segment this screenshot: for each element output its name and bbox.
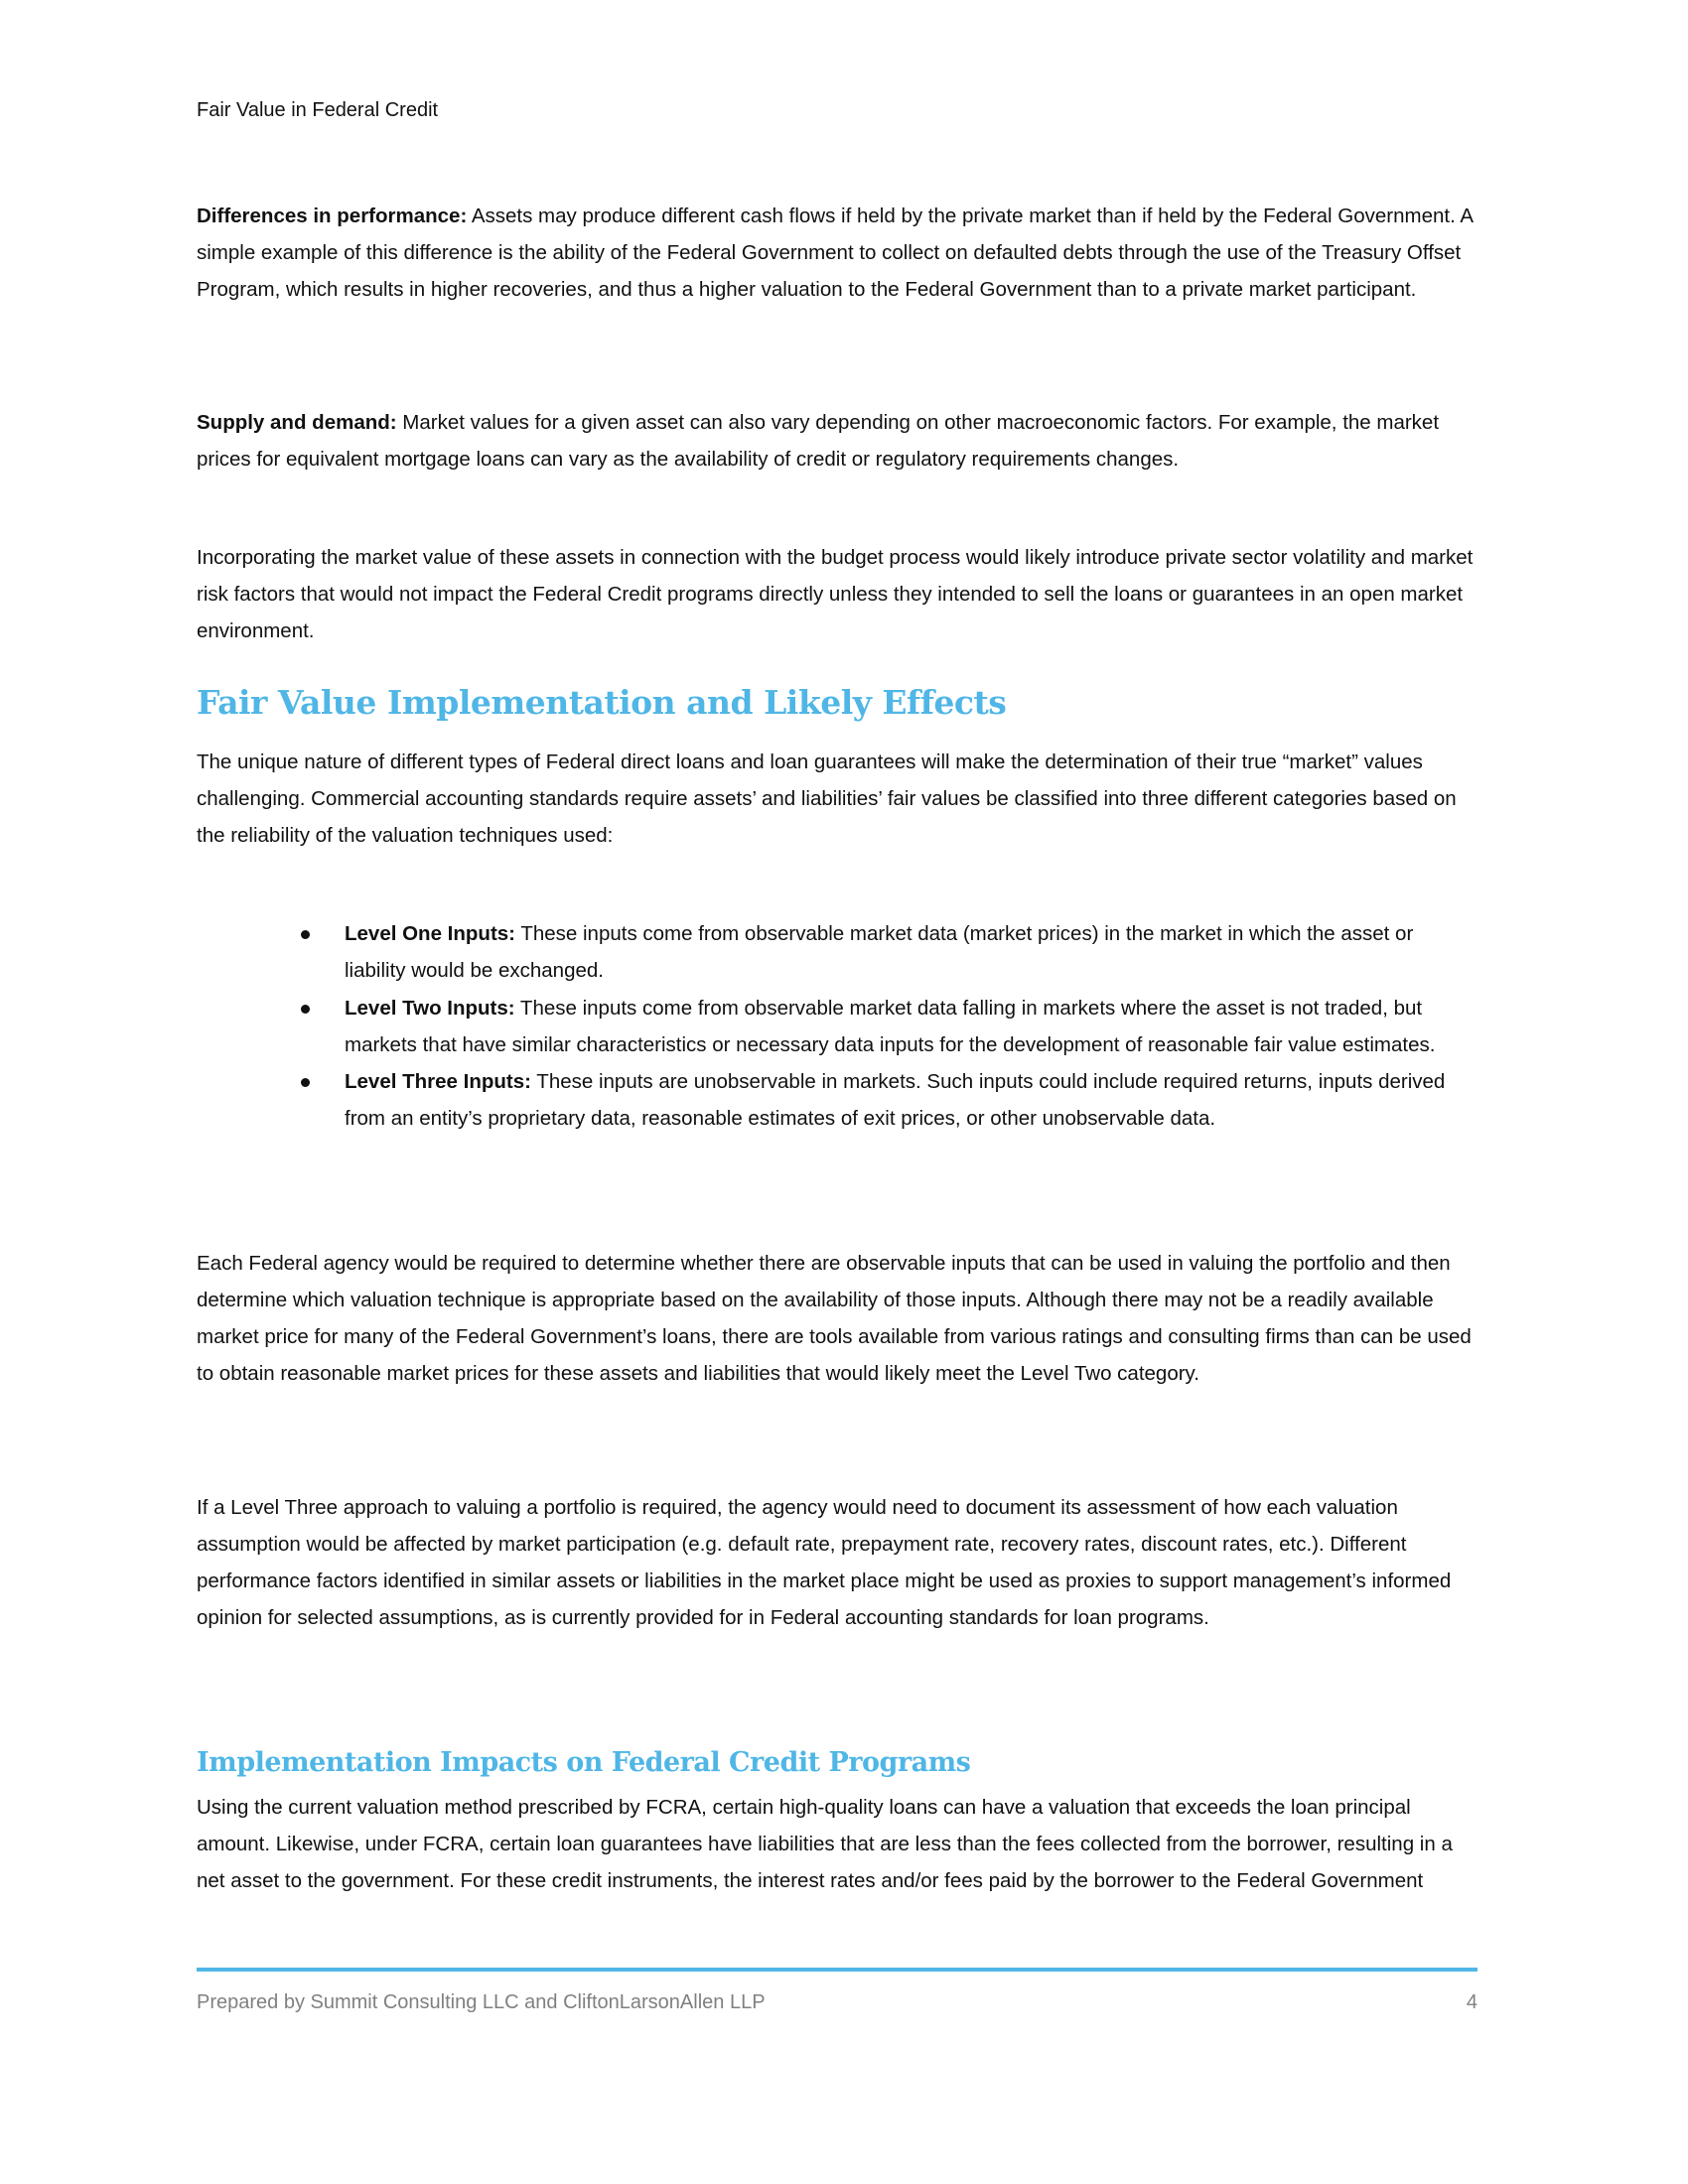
list-item — [301, 915, 1477, 989]
term-label: Level Two Inputs: — [345, 997, 515, 1020]
term-label: Supply and demand: — [197, 411, 397, 434]
term-label: Level Three Inputs: — [345, 1070, 531, 1093]
page-number: 4 — [1466, 1991, 1477, 2013]
term-label: Differences in performance: — [197, 205, 468, 227]
paragraph-differences-in-performance — [197, 198, 1477, 308]
paragraph-text: Market values for a given asset can also vary depending on other macroeconomic factors. For example, the market prices for equivalent mortgage loans can vary as the availability of credit or regulatory requirements changes. — [197, 411, 1440, 471]
paragraph-text: Assets may produce different cash flows if held by the private market than if held by the Federal Government. A simple example of this difference is the ability of the Federal Government to collect on defaulted debts through the use of the Treasury Offset Program, which results in higher recoveries, and thus a higher valuation to the Federal Government than to a private market participant. — [197, 205, 1473, 301]
paragraph-level-three: If a Level Three approach to valuing a portfolio is required, the agency would need to document its assessment of how each valuation assumption would be affected by market participation (e.g. default rate, prepayment rate, recovery rates, discount rates, etc.). Different performance factors identified in similar assets or liabilities in the market place might be used as proxies to support management’s informed opinion for selected assumptions, as is currently provided for in Federal accounting standards for loan programs. — [197, 1496, 1452, 1629]
list-item-text: These inputs come from observable market data (market prices) in the market in which the asset or liability would be exchanged. — [345, 922, 1414, 982]
subsection-heading: Implementation Impacts on Federal Credit Programs — [197, 1747, 971, 1778]
paragraph-market-value: Incorporating the market value of these assets in connection with the budget process would likely introduce private sector volatility and market risk factors that would not impact the Federal Credit programs directly unless they intended to sell the loans or guarantees in an open market environment. — [197, 546, 1474, 642]
section-heading: Fair Value Implementation and Likely Effects — [197, 683, 1007, 722]
bullet-icon — [301, 930, 310, 939]
list-item-text: These inputs are unobservable in markets. Such inputs could include required returns, inputs derived from an entity’s proprietary data, reasonable estimates of exit prices, or other unobservable data. — [345, 1070, 1446, 1130]
footer-prepared-by: Prepared by Summit Consulting LLC and CliftonLarsonAllen LLP — [197, 1991, 766, 2013]
bullet-icon — [301, 1005, 310, 1014]
paragraph-each-agency: Each Federal agency would be required to determine whether there are observable inputs that can be used in valuing the portfolio and then determine which valuation technique is appropriate based on the availability of those inputs. Although there may not be a readily available market price for many of the Federal Government’s loans, there are tools available from various ratings and consulting firms than can be used to obtain reasonable market prices for these assets and liabilities that would likely meet the Level Two category. — [197, 1252, 1472, 1385]
paragraph-unique-nature: The unique nature of different types of Federal direct loans and loan guarantees will make the determination of their true “market” values challenging. Commercial accounting standards require assets’ and liabilities’ fair values be classified into three different categories based on the reliability of the valuation techniques used: — [197, 751, 1457, 847]
footer-divider — [197, 1968, 1477, 1972]
list-item — [301, 990, 1477, 1063]
bullet-icon — [301, 1078, 310, 1087]
list-item-text: These inputs come from observable market data falling in markets where the asset is not traded, but markets that have similar characteristics or necessary data inputs for the development of reasonable fair value estimates. — [345, 997, 1436, 1056]
list-item — [301, 1063, 1477, 1137]
input-levels-list — [301, 915, 1477, 1137]
paragraph-supply-and-demand — [197, 404, 1477, 478]
paragraph-fcra: Using the current valuation method prescribed by FCRA, certain high-quality loans can have a valuation that exceeds the loan principal amount. Likewise, under FCRA, certain loan guarantees have liabilities that are less than the fees collected from the borrower, resulting in a net asset to the government. For these credit instruments, the interest rates and/or fees paid by the borrower to the Federal Government — [197, 1796, 1453, 1892]
term-label: Level One Inputs: — [345, 922, 515, 945]
running-header: Fair Value in Federal Credit — [197, 99, 439, 121]
